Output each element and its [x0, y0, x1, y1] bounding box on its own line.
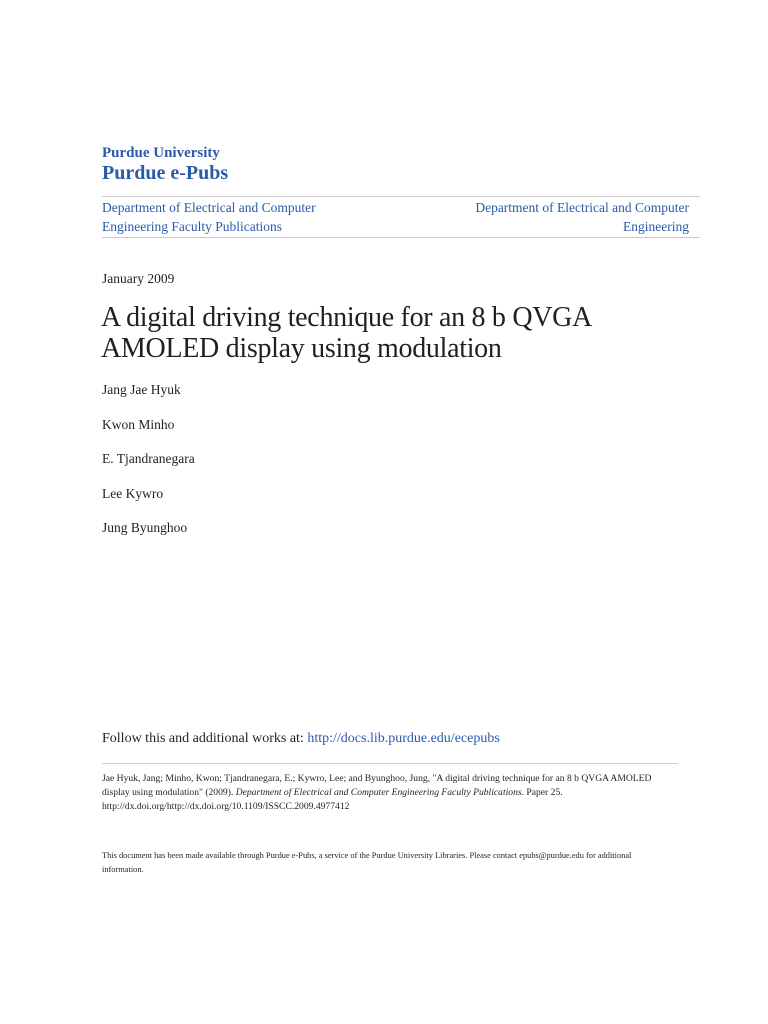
publication-date: January 2009	[102, 271, 175, 286]
department-series-link[interactable]	[102, 198, 316, 236]
follow-label: Follow this and additional works at:	[102, 731, 308, 746]
author-name[interactable]: Kwon Minho	[102, 416, 175, 432]
dept-right-line1: Department of Electrical and Computer	[475, 200, 689, 215]
header-divider-bottom	[102, 237, 700, 238]
university-name[interactable]: Purdue University	[102, 145, 220, 161]
citation-divider	[102, 763, 678, 764]
author-name[interactable]: Jung Byunghoo	[102, 520, 188, 535]
follow-link[interactable]: http://docs.lib.purdue.edu/ecepubs	[307, 731, 500, 746]
title-line1: A digital driving technique for an 8 b QVGA	[101, 302, 593, 333]
dept-left-line1: Department of Electrical and Computer	[102, 200, 316, 215]
title-line2: AMOLED display using modulation	[101, 333, 502, 364]
author-list	[102, 381, 195, 554]
availability-notice: This document has been made available through Purdue e-Pubs, a service of the Purdue University Libraries. Please contact epubs@purdue.edu for additional information.	[102, 851, 632, 874]
citation-series: Department of Electrical and Computer Engineering Faculty Publications	[235, 787, 522, 798]
citation-doi[interactable]: http://dx.doi.org/http://dx.doi.org/10.1109/ISSCC.2009.4977412	[102, 801, 350, 812]
header-divider-top	[102, 196, 700, 197]
recommended-citation	[102, 772, 662, 814]
citation-text: Jae Hyuk, Jang; Minho, Kwon; Tjandranegara, E.; Kywro, Lee; and Byunghoo, Jung, "A digital driving technique for an 8 b QVGA AMOLED display using modulation" (2009).	[102, 773, 652, 798]
dept-right-line2: Engineering	[623, 219, 689, 234]
paper-title	[101, 302, 661, 364]
repository-name[interactable]: Purdue e-Pubs	[102, 162, 229, 184]
citation-paper: . Paper 25.	[521, 787, 563, 798]
author-name[interactable]: E. Tjandranegara	[102, 451, 195, 466]
author-name[interactable]: Jang Jae Hyuk	[102, 382, 181, 397]
department-link[interactable]	[475, 198, 689, 236]
dept-left-line2: Engineering Faculty Publications	[102, 219, 282, 234]
author-name[interactable]: Lee Kywro	[102, 485, 164, 501]
follow-line	[102, 731, 500, 747]
